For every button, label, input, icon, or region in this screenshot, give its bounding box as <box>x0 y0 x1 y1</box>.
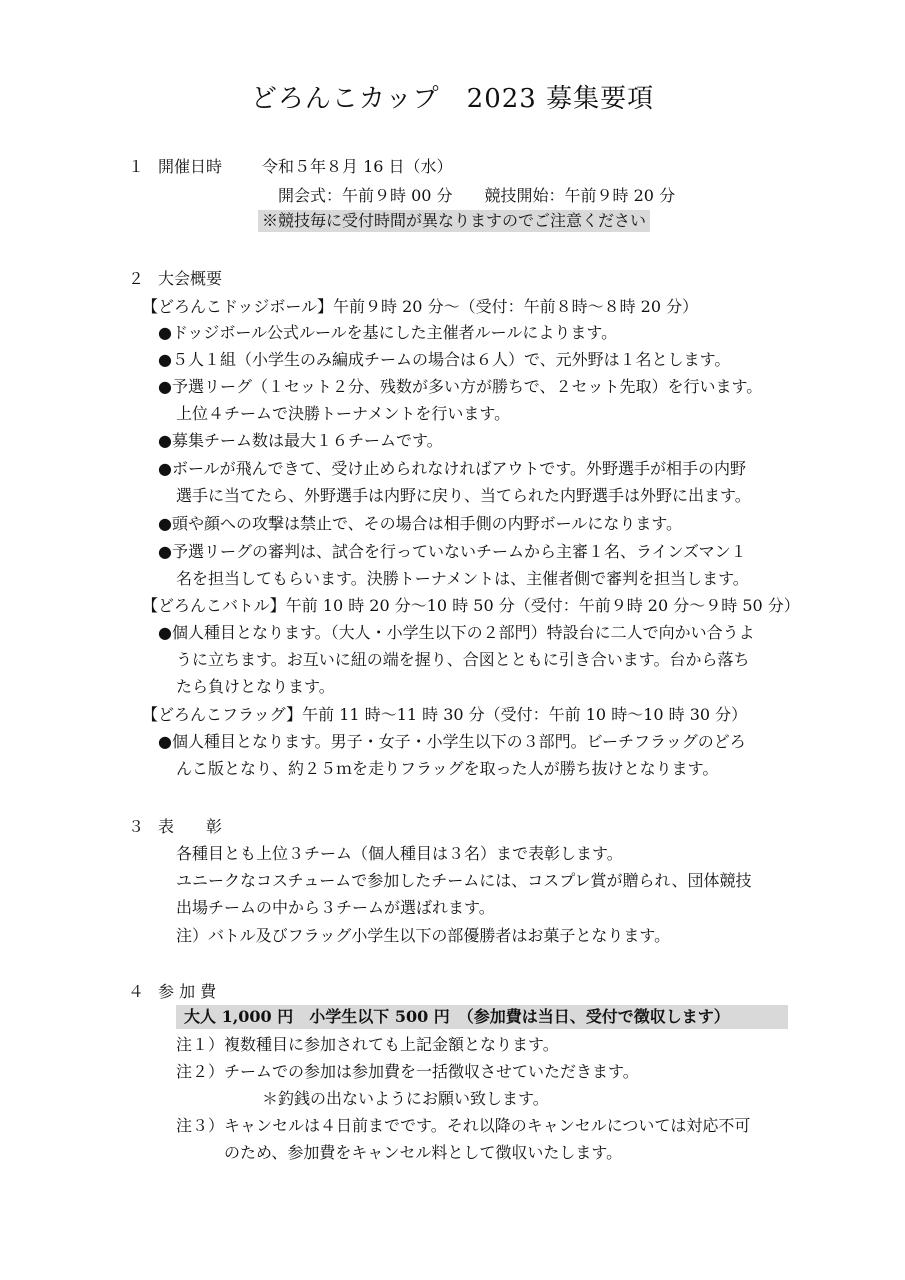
list-item: ●５人１組（小学生のみ編成チームの場合は６人）で、元外野は１名とします。 <box>158 350 731 369</box>
section-3-number: ３ <box>128 817 145 836</box>
list-item: ●募集チーム数は最大１６チームです。 <box>158 431 443 450</box>
event-date: 令和５年８月 16 日（水） <box>262 157 453 176</box>
list-item: ●個人種目となります。（大人・小学生以下の２部門）特設台に二人で向かい合うよ <box>158 623 755 642</box>
section-2-heading: 大会概要 <box>158 269 223 288</box>
fee-note: 注２）チームでの参加は参加費を一括徴収させていただきます。 <box>176 1062 639 1081</box>
battle-heading: 【どろんこバトル】午前 10 時 20 分～10 時 50 分（受付：午前９時 20 分～９時 50 分） <box>142 596 800 615</box>
list-item: ●ドッジボール公式ルールを基にした主催者ルールによります。 <box>158 323 618 342</box>
award-text: 出場チームの中から３チームが選ばれます。 <box>176 898 495 917</box>
page-title: どろんこカップ 2023 募集要項 <box>250 84 655 114</box>
list-item: 選手に当てたら、外野選手は内野に戻り、当てられた内野選手は外野に出ます。 <box>176 486 751 505</box>
award-text: ユニークなコスチュームで参加したチームには、コスプレ賞が贈られ、団体競技 <box>176 871 752 890</box>
section-2-number: ２ <box>128 269 145 288</box>
section-3-heading: 表 彰 <box>158 817 223 836</box>
fee-summary: 大人 1,000 円 小学生以下 500 円 （参加費は当日、受付で徴収します） <box>176 1005 788 1029</box>
list-item: 上位４チームで決勝トーナメントを行います。 <box>176 404 511 423</box>
section-4-heading: 参 加 費 <box>158 982 217 1001</box>
section-1-number: １ <box>128 157 145 176</box>
list-item: ●予選リーグの審判は、試合を行っていないチームから主審１名、ラインズマン１ <box>158 542 747 561</box>
list-item: ●予選リーグ（１セット２分、残数が多い方が勝ちで、２セット先取）を行います。 <box>158 377 763 396</box>
list-item: ●ボールが飛んできて、受け止められなければアウトです。外野選手が相手の内野 <box>158 459 747 478</box>
list-item: たら負けとなります。 <box>176 677 335 696</box>
event-times: 開会式：午前９時 00 分 競技開始：午前９時 20 分 <box>278 186 676 205</box>
flag-heading: 【どろんこフラッグ】午前 11 時～11 時 30 分（受付：午前 10 時～10 時 30 分） <box>142 705 748 724</box>
reception-note: ※競技毎に受付時間が異なりますのでご注意ください <box>258 210 650 232</box>
award-text: 各種目とも上位３チーム（個人種目は３名）まで表彰します。 <box>176 844 623 863</box>
section-4-number: ４ <box>128 982 145 1001</box>
fee-note: 注１）複数種目に参加されても上記金額となります。 <box>176 1035 559 1054</box>
section-1-heading: 開催日時 <box>158 157 223 176</box>
fee-note: 注３）キャンセルは４日前までです。それ以降のキャンセルについては対応不可 <box>176 1116 751 1135</box>
list-item: ●個人種目となります。男子・女子・小学生以下の３部門。ビーチフラッグのどろ <box>158 732 746 751</box>
list-item: うに立ちます。お互いに紐の端を握り、合図とともに引き合います。台から落ち <box>176 650 750 669</box>
list-item: んこ版となり、約２５ｍを走りフラッグを取った人が勝ち抜けとなります。 <box>176 759 719 778</box>
list-item: ●頭や顔への攻撃は禁止で、その場合は相手側の内野ボールになります。 <box>158 514 683 533</box>
fee-note: ＊釣銭の出ないようにお願い致します。 <box>262 1089 549 1108</box>
dodgeball-heading: 【どろんこドッジボール】午前９時 20 分～（受付：午前８時～８時 20 分） <box>142 297 699 316</box>
award-note: 注）バトル及びフラッグ小学生以下の部優勝者はお菓子となります。 <box>176 926 671 945</box>
list-item: 名を担当してもらいます。決勝トーナメントは、主催者側で審判を担当します。 <box>176 569 749 588</box>
fee-note: のため、参加費をキャンセル料として徴収いたします。 <box>224 1143 623 1162</box>
